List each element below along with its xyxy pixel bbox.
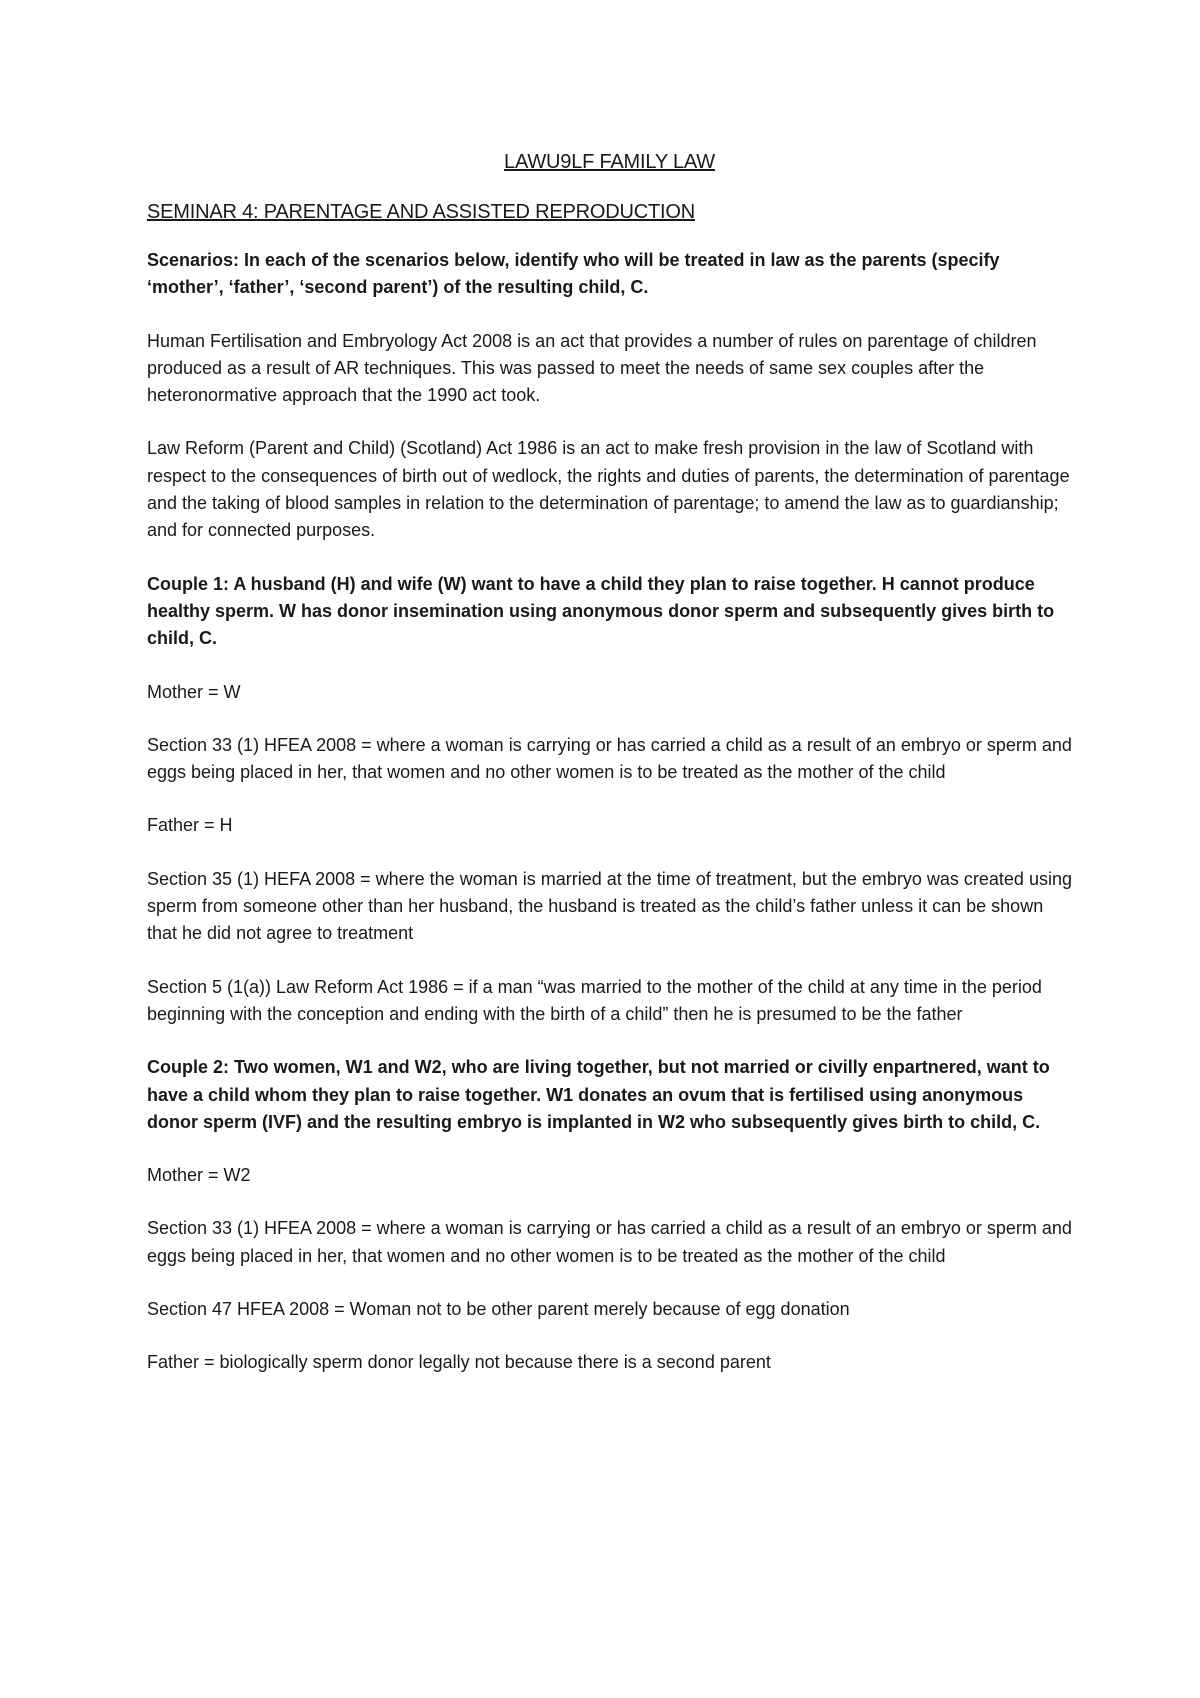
intro-paragraph-law-reform: Law Reform (Parent and Child) (Scotland) Act 1986 is an act to make fresh provision in the law of Scotland with respect to the consequences of birth out of wedlock, the rights and duties of parents, the determination of parentage and the taking of blood samples in relation to the determination of parentage; to amend the law as to guardianship; and for connected purposes.	[147, 438, 1070, 541]
couple-2-scenario: Couple 2: Two women, W1 and W2, who are living together, but not married or civilly enpartnered, want to have a child whom they plan to raise together. W1 donates an ovum that is fertilised using anonymous donor sperm (IVF) and the resulting embryo is implanted in W2 who subsequently gives birth to child, C.	[147, 1057, 1050, 1132]
couple-2-father: Father = biologically sperm donor legally not because there is a second parent	[147, 1352, 771, 1373]
intro-paragraph-hfea: Human Fertilisation and Embryology Act 2008 is an act that provides a number of rules on parentage of children produced as a result of AR techniques. This was passed to meet the needs of same sex couples after the heteronormative approach that the 1990 act took.	[147, 330, 1037, 406]
document-body	[147, 147, 1072, 1403]
couple-2-section-47: Section 47 HFEA 2008 = Woman not to be other parent merely because of egg donation	[147, 1299, 850, 1320]
couple-1-section-5: Section 5 (1(a)) Law Reform Act 1986 = if a man “was married to the mother of the child at any time in the period beginning with the conception and ending with the birth of a child” then he is presumed to be the father	[147, 976, 1042, 1024]
couple-1-father: Father = H	[147, 815, 233, 836]
document-subtitle: SEMINAR 4: PARENTAGE AND ASSISTED REPRODUCTION	[147, 201, 695, 223]
scenario-instructions: Scenarios: In each of the scenarios below, identify who will be treated in law as the parents (specify ‘mother’, ‘father’, ‘second parent’) of the resulting child, C.	[147, 250, 1000, 298]
couple-1-section-35: Section 35 (1) HEFA 2008 = where the woman is married at the time of treatment, but the embryo was created using sperm from someone other than her husband, the husband is treated as the child’s father unless it can be shown that he did not agree to treatment	[147, 868, 1072, 944]
couple-2-section-33: Section 33 (1) HFEA 2008 = where a woman is carrying or has carried a child as a result of an embryo or sperm and eggs being placed in her, that women and no other women is to be treated as the mother of the child	[147, 1218, 1072, 1266]
couple-1-scenario: Couple 1: A husband (H) and wife (W) want to have a child they plan to raise together. H cannot produce healthy sperm. W has donor insemination using anonymous donor sperm and subsequently gives birth to child, C.	[147, 573, 1055, 649]
couple-1-section-33: Section 33 (1) HFEA 2008 = where a woman is carrying or has carried a child as a result of an embryo or sperm and eggs being placed in her, that women and no other women is to be treated as the mother of the child	[147, 734, 1072, 783]
couple-2-mother: Mother = W2	[147, 1165, 251, 1186]
couple-1-mother: Mother = W	[147, 681, 241, 702]
document-title: LAWU9LF FAMILY LAW	[504, 151, 715, 173]
